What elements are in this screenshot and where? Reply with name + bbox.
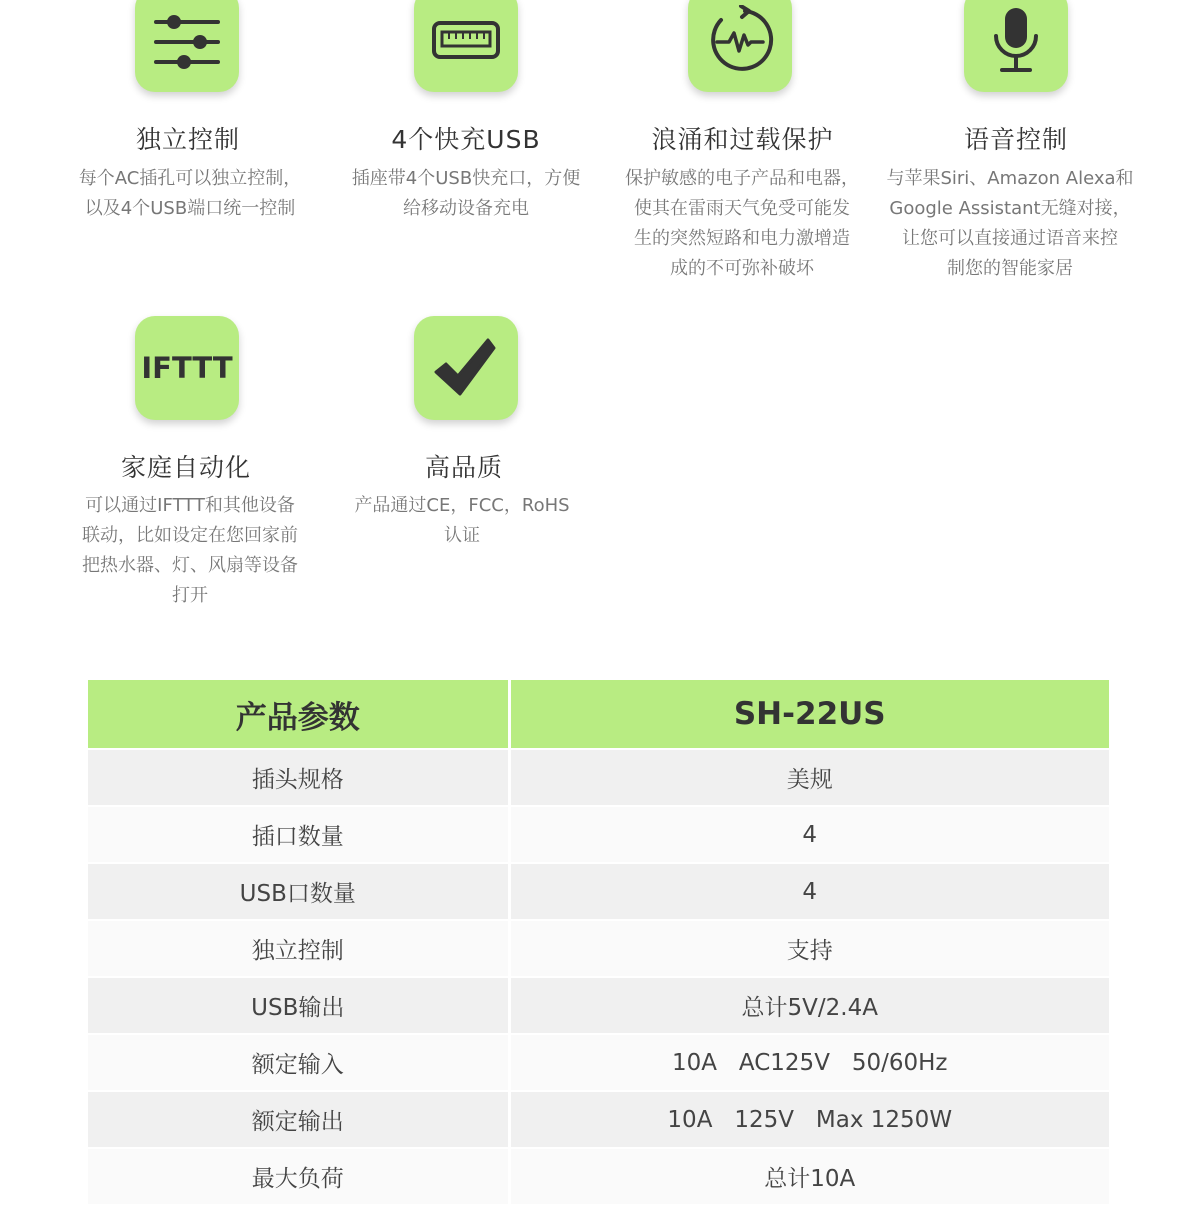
feature-title: 高品质 bbox=[424, 453, 503, 482]
checkmark-icon bbox=[414, 316, 518, 420]
table-row bbox=[88, 806, 1109, 863]
spec-table-header bbox=[88, 680, 1109, 749]
spec-header-model: SH-22US bbox=[509, 680, 1109, 749]
feature-title: 家庭自动化 bbox=[120, 453, 251, 482]
spec-header-param: 产品参数 bbox=[88, 680, 509, 749]
spec-value: 4 bbox=[509, 863, 1109, 920]
spec-table bbox=[88, 680, 1109, 1206]
feature-description: 每个AC插孔可以独立控制， 以及4个USB端口统一控制 bbox=[78, 168, 302, 219]
usb-port-icon bbox=[414, 0, 518, 92]
spec-value: 10A 125V Max 1250W bbox=[509, 1091, 1109, 1148]
spec-value: 支持 bbox=[509, 920, 1109, 977]
spec-value: 美规 bbox=[509, 749, 1109, 806]
feature-description: 产品通过CE，FCC，RoHS 认证 bbox=[354, 495, 570, 546]
spec-label: USB口数量 bbox=[88, 863, 509, 920]
feature-description: 保护敏感的电子产品和电器， 使其在雷雨天气免受可能发 生的突然短路和电力激增造 成的不可弥补破坏 bbox=[625, 168, 859, 279]
spec-label: 插头规格 bbox=[88, 749, 509, 806]
spec-value: 10A AC125V 50/60Hz bbox=[509, 1034, 1109, 1091]
feature-title: 浪涌和过载保护 bbox=[651, 125, 834, 154]
table-row bbox=[88, 1148, 1109, 1205]
feature-description: 插座带4个USB快充口，方便 给移动设备充电 bbox=[351, 168, 581, 219]
feature-description: 可以通过IFTTT和其他设备 联动，比如设定在您回家前 把热水器、灯、风扇等设备 打开 bbox=[82, 495, 298, 606]
microphone-icon bbox=[964, 0, 1068, 92]
table-row bbox=[88, 1091, 1109, 1148]
table-row bbox=[88, 920, 1109, 977]
spec-label: USB输出 bbox=[88, 977, 509, 1034]
ifttt-logo-text: IFTTT bbox=[141, 351, 233, 385]
spec-value: 4 bbox=[509, 806, 1109, 863]
feature-title: 4个快充USB bbox=[391, 125, 541, 154]
spec-label: 额定输出 bbox=[88, 1091, 509, 1148]
spec-label: 独立控制 bbox=[88, 920, 509, 977]
surge-protection-icon bbox=[688, 0, 792, 92]
feature-description: 与苹果Siri、Amazon Alexa和 Google Assistant无缝对接， 让您可以直接通过语音来控 制您的智能家居 bbox=[886, 168, 1134, 279]
spec-value: 总计5V/2.4A bbox=[509, 977, 1109, 1034]
feature-title: 独立控制 bbox=[135, 125, 240, 154]
table-row bbox=[88, 977, 1109, 1034]
spec-label: 额定输入 bbox=[88, 1034, 509, 1091]
table-row bbox=[88, 863, 1109, 920]
table-row bbox=[88, 749, 1109, 806]
sliders-icon bbox=[135, 0, 239, 92]
table-row bbox=[88, 1034, 1109, 1091]
ifttt-icon bbox=[135, 316, 239, 420]
spec-label: 最大负荷 bbox=[88, 1148, 509, 1205]
spec-value: 总计10A bbox=[509, 1148, 1109, 1205]
spec-label: 插口数量 bbox=[88, 806, 509, 863]
feature-title: 语音控制 bbox=[963, 125, 1068, 154]
